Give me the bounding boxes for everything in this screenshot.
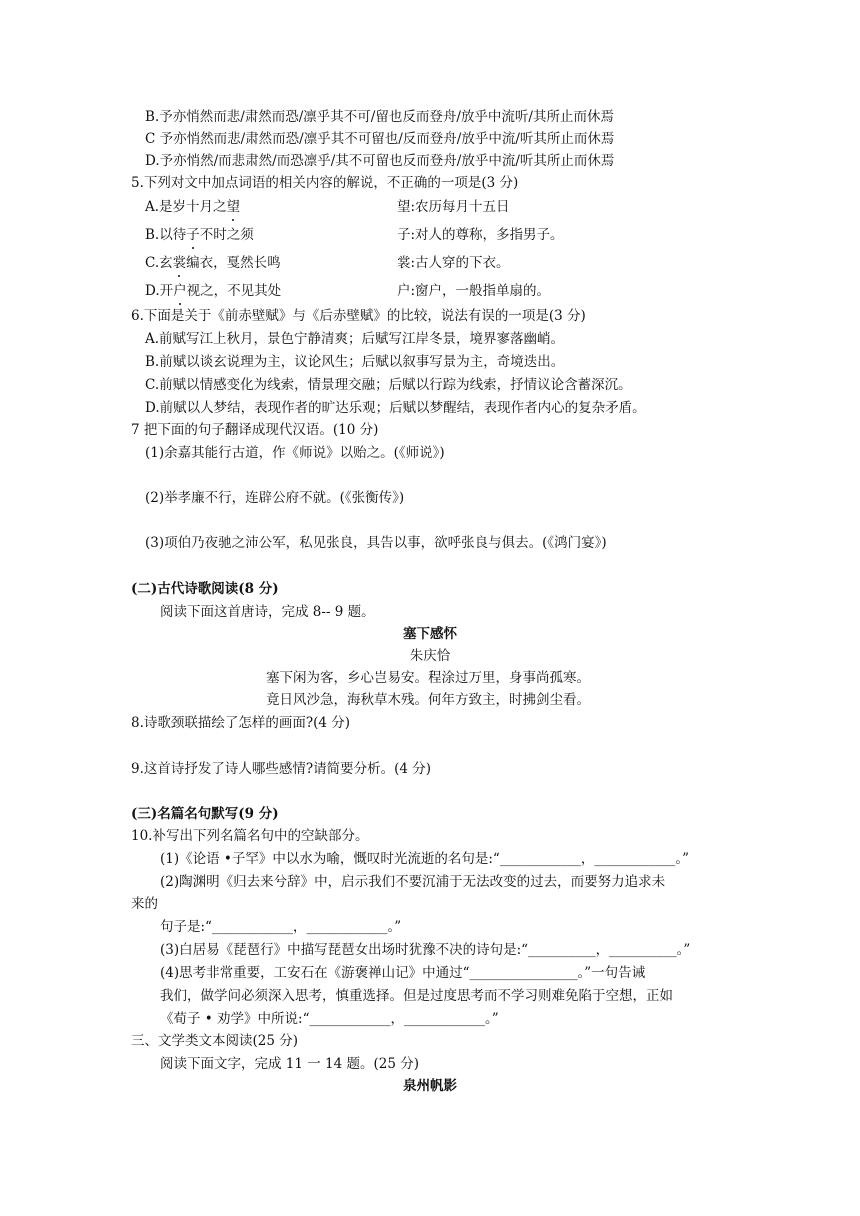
story-title: 泉州帆影 [403,1078,457,1094]
q5-c-text: C.玄 [145,255,173,271]
q5-option-a [145,197,240,217]
q7-item-3: (3)项伯乃夜驰之沛公军，私见张良，具告以事，欲呼张良与俱去。(《鸿门宴》) [145,535,607,551]
q7-item-2: (2)举孝廉不行，连辟公府不就。(《张衡传》) [145,490,405,506]
section-2-heading: (二)古代诗歌阅读(8 分) [131,581,279,597]
q10-item-4: (4)思考非常重要，工安石在《游褒禅山记》中通过“________________。”一句告诫 [160,965,646,981]
poem-author: 朱庆恰 [409,648,451,664]
q5-option-b [145,225,254,245]
q5-option-d-gloss: 户:窗户，一般指单扇的。 [397,283,551,299]
q10-item-1: (1)《论语 •子罕》中以水为喻，慨叹时光流逝的名句是:“____________，____________。” [160,851,689,867]
emphasis-dot-char: 户 [173,283,187,299]
section-3-heading: (三)名篇名句默写(9 分) [131,806,279,822]
q4-option-b: B.予亦悄然而悲/肃然而恐/凛乎其不可/留也反而登舟/放乎中流听/其所止而休焉 [145,109,614,125]
q10-item-3: (3)白居易《琵琶行》中描写琵琶女出场时犹豫不决的诗句是:“__________，__________。” [160,942,691,958]
q5-b-text: B.以待 [145,227,187,243]
q10-item-4-blank: 《荀子 • 劝学》中所说:“____________，____________。” [160,1011,499,1027]
q5-c-text-rest: 编衣，戛然长鸣 [186,255,281,271]
q6-option-d: D.前赋以人梦结，表现作者的旷达乐观；后赋以梦醒结，表现作者内心的复杂矛盾。 [145,400,646,416]
part-3-heading: 三、文学类文本阅读(25 分) [131,1033,299,1049]
q5-b-text-rest: 不时之须 [199,227,254,243]
q6-option-a: A.前赋写江上秋月，景色宁静清爽；后赋写江岸冬景，境界寥落幽峭。 [145,331,565,347]
poem-line-1: 塞下闲为客，乡心岂易安。程涂过万里，身事尚孤寒。 [266,670,590,686]
q5-option-d [145,281,281,301]
q5-option-b-gloss: 子:对人的尊称，多指男子。 [397,227,564,243]
question-10: 10.补写出下列名篇名句中的空缺部分。 [131,828,369,844]
question-7: 7 把下面的句子翻译成现代汉语。(10 分) [131,422,379,438]
q5-option-c-gloss: 裳:古人穿的下衣。 [397,255,510,271]
section-2-intro: 阅读下面这首唐诗，完成 8-- 9 题。 [160,604,375,620]
q6-option-b: B.前赋以谈玄说理为主，议论风生；后赋以叙事写景为主，奇境迭出。 [145,354,565,370]
q5-option-c [145,253,281,273]
q4-option-c: C 予亦悄然而悲/肃然而恐/凛乎其不可留也/反而登舟/放乎中流/听其所止而休焉 [145,131,615,147]
part-3-intro: 阅读下面文字，完成 11 一 14 题。(25 分) [160,1056,420,1072]
q5-d-text: D.开 [145,283,174,299]
q5-option-a-gloss: 望:农历每月十五日 [397,199,510,215]
question-8: 8.诗歌颈联描绘了怎样的画面?(4 分) [131,715,351,731]
q10-item-2-blank: 句子是:“____________，____________。” [160,919,402,935]
q7-item-1: (1)余嘉其能行古道，作《师说》以贻之。(《师说》) [145,445,445,461]
q10-item-4-cont: 我们，做学问必须深入思考，慎重选择。但是过度思考而不学习则难免陷于空想，正如 [160,988,673,1004]
q10-item-2-cont: 来的 [131,896,158,912]
question-6: 6.下面是关于《前赤壁赋》与《后赤壁赋》的比较，说法有误的一项是(3 分) [131,308,586,324]
q4-option-d: D.予亦悄然/而悲肃然/而恐凛乎/其不可留也反而登舟/放乎中流/听其所止而休焉 [145,153,615,169]
emphasis-dot-char: 子 [186,227,200,243]
q10-item-2: (2)陶渊明《归去来兮辞》中，启示我们不要沉浦于无法改变的过去，而要努力追求未 [160,874,666,890]
poem-line-2: 竟日风沙急，海秋草木残。何年方致主，时拂剑尘看。 [266,692,590,708]
q5-d-text-rest: 视之，不见其处 [186,283,282,299]
question-9: 9.这首诗抒发了诗人哪些感情?请简要分析。(4 分) [131,761,432,777]
poem-title: 塞下感怀 [403,626,457,642]
question-5: 5.下列对文中加点词语的相关内容的解说，不正确的一项是(3 分) [131,175,519,191]
emphasis-dot-char: 裳 [172,255,187,271]
q6-option-c: C.前赋以情感变化为线索，情景理交融；后赋以行踪为线索，抒情议论含蓄深沉。 [145,377,632,393]
emphasis-dot-char: 望 [226,199,241,215]
q5-a-text: A.是岁十月之 [145,199,227,215]
